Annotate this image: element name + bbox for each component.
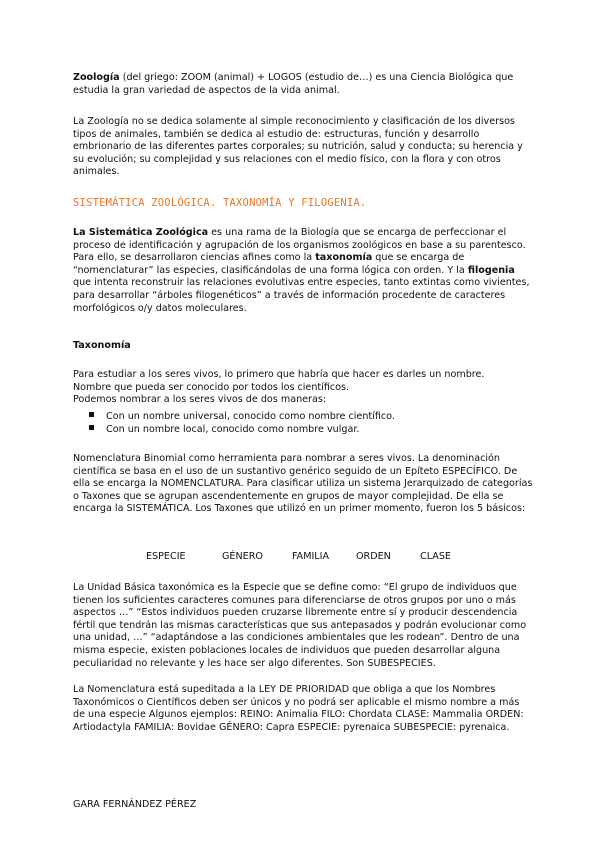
bullet-square-icon	[89, 412, 94, 417]
taxon-clase: CLASE	[420, 551, 451, 562]
section-heading: SISTEMÁTICA ZOOLÓGICA. TAXONOMÍA Y FILOGENIA.	[73, 197, 367, 209]
sistematica-term: La Sistemática Zoológica	[73, 227, 209, 238]
bullet-square-icon	[89, 425, 94, 430]
taxonomia-term: taxonomía	[315, 252, 373, 264]
sistematica-paragraph	[73, 227, 533, 315]
sistematica-text-1: es una rama de la Biología que se encarga de perfeccionar el proceso de identificación y agrupación de los organismos zoológicos en base a su parentesco. Para ello, se desarrollaron ciencias afines como la	[73, 227, 526, 264]
intro-text: (del griego: ZOOM (animal) + LOGOS (estudio de…) es una Ciencia Biológica que estudia la gran variedad de aspectos de la vida animal.	[73, 72, 514, 96]
taxon-familia: FAMILIA	[292, 551, 330, 562]
intro-term: Zoología	[73, 72, 120, 83]
intro-line: Nombre que pueda ser conocido por todos los científicos.	[73, 381, 350, 393]
especie-paragraph: La Unidad Básica taxonómica es la Especie que se define como: “El grupo de individuos que tienen los suficientes caracteres comunes para diferenciarse de otros grupos por uno o más aspectos …” “Estos individuos pueden cruzarse libremente entre sí y producir descendencia fértil que tendrán las mismas características que sus antepasados y podrán evolucionar como una unidad, …” “adaptándose a las condiciones ambientales que les rodean”. Dentro de una misma especie, existen poblaciones locales de individuos que pueden desarrollar alguna peculiaridad no relevante y les hace ser algo diferentes. Son SUBESPECIES.	[73, 582, 527, 669]
footer-author: GARA FERNÁNDEZ PÉREZ	[73, 799, 197, 810]
filogenia-term: filogenia	[467, 264, 515, 276]
taxonomia-title: Taxonomía	[73, 340, 131, 351]
sistematica-text-2: que se encarga de “nomenclaturar” las especies, clasificándolas de una forma lógica con orden. Y la	[73, 252, 468, 276]
taxon-genero: GÉNERO	[222, 551, 263, 562]
list-item-text: Con un nombre local, conocido como nombre vulgar.	[106, 423, 360, 435]
taxon-orden: ORDEN	[356, 551, 391, 562]
intro-line: Para estudiar a los seres vivos, lo primero que habría que hacer es darles un nombre.	[73, 369, 485, 380]
zoology-scope-paragraph: La Zoología no se dedica solamente al simple reconocimiento y clasificación de los diversos tipos de animales, también se dedica al estudio de: estructuras, función y desarrollo embrionario de las diferentes partes corporales; su nutrición, salud y conducta; su herencia y su evolución; su complejidad y sus relaciones con el medio físico, con la flora y con otros animales.	[73, 116, 523, 178]
naming-list	[89, 411, 395, 436]
prioridad-paragraph: La Nomenclatura está supeditada a la LEY DE PRIORIDAD que obliga a que los Nombres Taxonómicos o Científicos deben ser únicos y no podrá ser aplicable el mismo nombre a más de una especie Algunos ejemplos: REINO: Animalia FILO: Chordata CLASE: Mammalia ORDEN: Artiodactyla FAMILIA: Bovidae GÉNERO: Capra ESPECIE: pyrenaica SUBESPECIE: pyrenaica.	[73, 684, 524, 733]
taxon-especie: ESPECIE	[146, 551, 186, 562]
nomenclatura-paragraph: Nomenclatura Binomial como herramienta para nombrar a seres vivos. La denominación científica se basa en el uso de un sustantivo genérico seguido de un Epíteto ESPECÍFICO. De ella se encarga la NOMENCLATURA. Para clasificar utiliza un sistema Jerarquizado de categorías o Taxones que se agrupan ascendentemente en grupos de mayor complejidad. De ella se encarga la SISTEMÁTICA. Los Taxones que utilizó en un primer momento, fueron los 5 básicos:	[73, 453, 533, 515]
intro-line: Podemos nombrar a los seres vivos de dos maneras:	[73, 394, 327, 406]
list-item	[89, 424, 395, 437]
list-item-text: Con un nombre universal, conocido como nombre científico.	[106, 411, 395, 422]
intro-paragraph	[73, 72, 533, 97]
sistematica-text-3: que intenta reconstruir las relaciones evolutivas entre especies, tanto extintas como vivientes, para desarrollar “árboles filogenéticos” a través de información procedente de caracteres morfológicos o/y datos moleculares.	[73, 277, 530, 314]
taxonomia-intro	[73, 369, 484, 407]
list-item	[89, 411, 395, 424]
